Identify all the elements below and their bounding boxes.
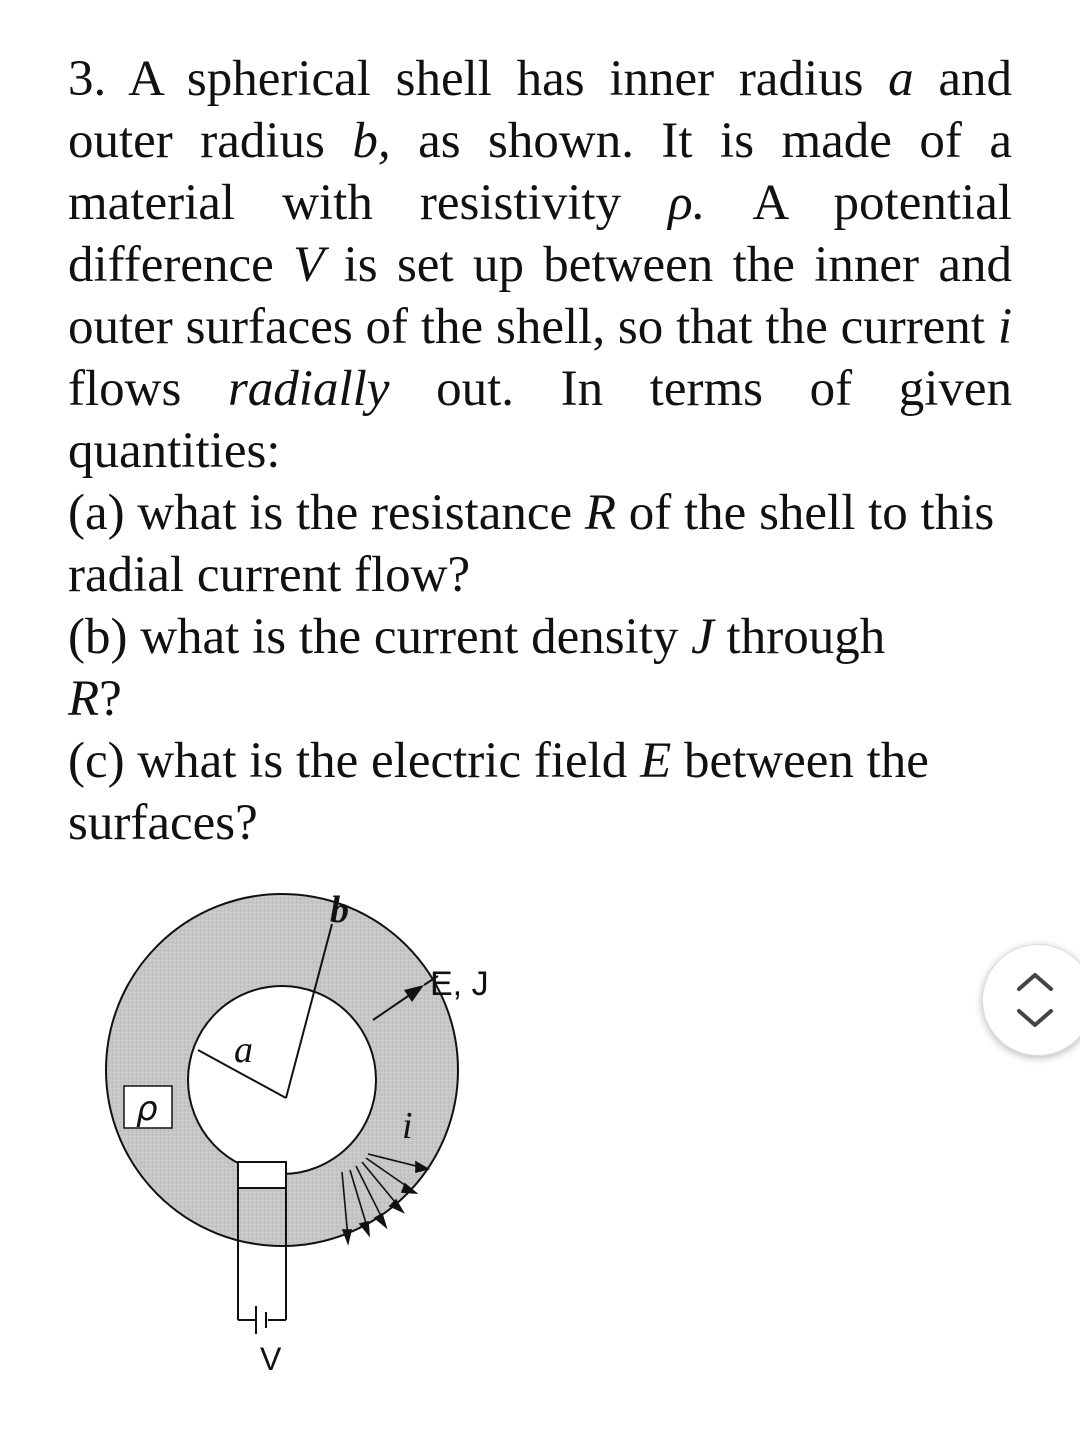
intro-text-5: is set up between the inner and outer surfaces of the shell, so that the current <box>68 237 1012 355</box>
problem-text <box>68 48 1012 854</box>
question-c-text-2: between the surfaces? <box>68 733 929 851</box>
label-b: b <box>330 889 349 931</box>
intro-text-1: 3. A spherical shell has inner radius <box>68 51 889 107</box>
question-b-text-3: ? <box>99 671 122 727</box>
label-V: V <box>260 1341 282 1377</box>
shell-diagram <box>68 870 548 1410</box>
var-E: E <box>640 733 672 789</box>
question-a-text-2: of the shell to this radial current flow? <box>68 485 995 603</box>
problem-intro <box>68 48 1012 482</box>
chevron-down-icon[interactable] <box>1005 999 1065 1039</box>
question-a-text-1: (a) what is the resistance <box>68 485 585 541</box>
var-V: V <box>293 237 325 293</box>
word-radially: radially <box>227 361 390 417</box>
var-b: b, <box>352 113 391 169</box>
spherical-shell-figure <box>68 870 548 1410</box>
inner-surface <box>188 986 376 1174</box>
var-rho: ρ. <box>668 175 706 231</box>
label-EJ: E, J <box>430 965 489 1003</box>
intro-text-7: out. In terms of given quantities: <box>68 361 1012 479</box>
question-b-text-1: (b) what is the current density <box>68 609 692 665</box>
previous-button[interactable] <box>1005 961 1065 1001</box>
question-c-text-1: (c) what is the electric field <box>68 733 641 789</box>
var-R: R <box>584 485 617 541</box>
intro-text-6: flows <box>68 361 228 417</box>
var-J: J <box>691 609 714 665</box>
intro-text-3: as shown. It is made of a material with resistivity <box>68 113 1012 231</box>
label-rho: ρ <box>136 1089 158 1129</box>
chevron-up-icon[interactable] <box>1005 961 1065 1001</box>
next-button[interactable] <box>1005 999 1065 1039</box>
label-i: i <box>402 1105 413 1147</box>
battery-circuit <box>238 1162 286 1334</box>
var-a: a <box>888 51 914 107</box>
var-i: i <box>997 299 1012 355</box>
intro-text-2: and outer radius <box>68 51 1012 169</box>
var-R-b: R <box>68 671 100 727</box>
page-navigator[interactable] <box>982 944 1080 1056</box>
question-a <box>68 482 1012 606</box>
label-a: a <box>234 1029 253 1071</box>
question-b <box>68 606 1012 730</box>
question-c <box>68 730 1012 854</box>
question-b-text-2: through <box>713 609 886 665</box>
intro-text-4: A potential difference <box>68 175 1012 293</box>
